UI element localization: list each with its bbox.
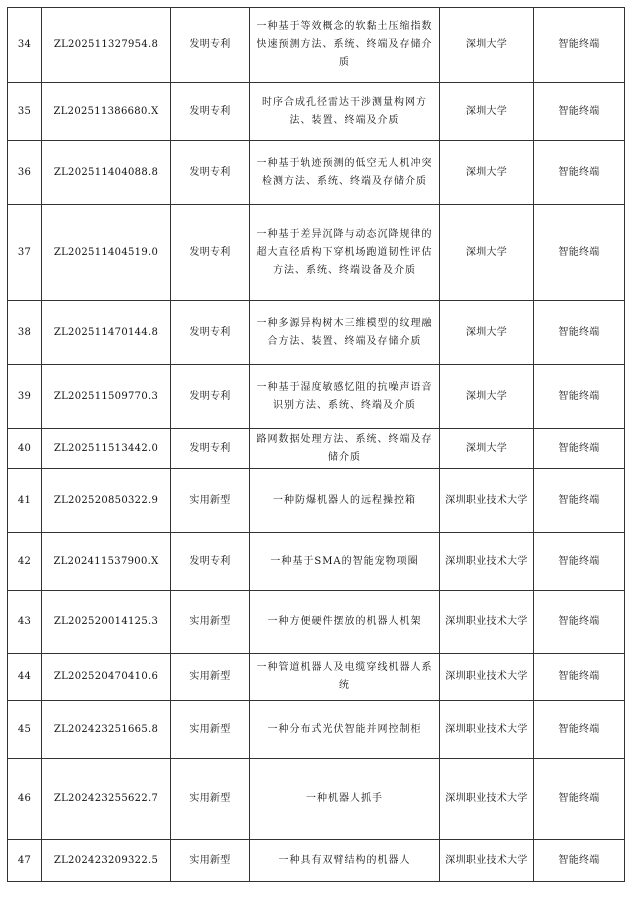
patent-owner: 深圳职业技术大学 [440,469,534,533]
patent-title: 一种防爆机器人的远程操控箱 [250,469,440,533]
row-number: 42 [8,533,42,591]
table-row [8,840,625,882]
patent-owner: 深圳大学 [440,205,534,301]
table-row [8,654,625,701]
patent-owner: 深圳大学 [440,429,534,469]
tech-field: 智能终端 [534,205,625,301]
row-number: 37 [8,205,42,301]
patent-title: 路网数据处理方法、系统、终端及存储介质 [250,429,440,469]
patent-title: 一种具有双臂结构的机器人 [250,840,440,882]
table-row [8,533,625,591]
tech-field: 智能终端 [534,533,625,591]
table-row [8,429,625,469]
patent-owner: 深圳职业技术大学 [440,759,534,840]
patent-title: 一种分布式光伏智能并网控制柜 [250,701,440,759]
patent-type: 实用新型 [171,591,250,654]
patent-owner: 深圳职业技术大学 [440,840,534,882]
tech-field: 智能终端 [534,469,625,533]
patent-number: ZL202511327954.8 [42,8,171,83]
row-number: 40 [8,429,42,469]
table-row [8,591,625,654]
patent-type: 发明专利 [171,141,250,205]
table-row [8,141,625,205]
table-row [8,469,625,533]
patent-number: ZL202423251665.8 [42,701,171,759]
patent-type: 实用新型 [171,840,250,882]
patent-owner: 深圳职业技术大学 [440,701,534,759]
table-row [8,759,625,840]
row-number: 44 [8,654,42,701]
patent-title: 一种基于SMA的智能宠物项圈 [250,533,440,591]
patent-title: 一种基于差异沉降与动态沉降规律的超大直径盾构下穿机场跑道韧性评估方法、系统、终端设备及介质 [250,205,440,301]
row-number: 46 [8,759,42,840]
tech-field: 智能终端 [534,429,625,469]
tech-field: 智能终端 [534,701,625,759]
patent-number: ZL202520014125.3 [42,591,171,654]
patent-type: 实用新型 [171,469,250,533]
patent-title: 一种机器人抓手 [250,759,440,840]
patent-number: ZL202511386680.X [42,83,171,141]
row-number: 45 [8,701,42,759]
patent-owner: 深圳大学 [440,83,534,141]
row-number: 35 [8,83,42,141]
patent-type: 实用新型 [171,759,250,840]
tech-field: 智能终端 [534,301,625,365]
patent-type: 发明专利 [171,205,250,301]
tech-field: 智能终端 [534,654,625,701]
tech-field: 智能终端 [534,591,625,654]
patent-table [7,7,625,882]
row-number: 38 [8,301,42,365]
tech-field: 智能终端 [534,759,625,840]
row-number: 47 [8,840,42,882]
patent-owner: 深圳大学 [440,365,534,429]
patent-owner: 深圳大学 [440,8,534,83]
patent-type: 发明专利 [171,301,250,365]
tech-field: 智能终端 [534,365,625,429]
tech-field: 智能终端 [534,8,625,83]
patent-number: ZL202511404088.8 [42,141,171,205]
patent-number: ZL202520850322.9 [42,469,171,533]
patent-title: 一种管道机器人及电缆穿线机器人系统 [250,654,440,701]
tech-field: 智能终端 [534,141,625,205]
patent-number: ZL202520470410.6 [42,654,171,701]
patent-type: 发明专利 [171,83,250,141]
patent-title: 一种多源异构树木三维模型的纹理融合方法、装置、终端及存储介质 [250,301,440,365]
patent-title: 一种基于湿度敏感忆阻的抗噪声语音识别方法、系统、终端及介质 [250,365,440,429]
table-row [8,8,625,83]
table-row [8,701,625,759]
patent-number: ZL202511513442.0 [42,429,171,469]
patent-type: 发明专利 [171,429,250,469]
patent-type: 发明专利 [171,8,250,83]
tech-field: 智能终端 [534,840,625,882]
patent-type: 实用新型 [171,701,250,759]
table-row [8,365,625,429]
row-number: 41 [8,469,42,533]
table-row [8,83,625,141]
patent-owner: 深圳职业技术大学 [440,591,534,654]
patent-owner: 深圳职业技术大学 [440,654,534,701]
patent-title: 一种基于等效概念的软黏土压缩指数快速预测方法、系统、终端及存储介质 [250,8,440,83]
row-number: 36 [8,141,42,205]
patent-type: 发明专利 [171,365,250,429]
patent-table-body [8,8,625,882]
patent-number: ZL202511404519.0 [42,205,171,301]
row-number: 34 [8,8,42,83]
patent-owner: 深圳大学 [440,301,534,365]
patent-title: 一种基于轨迹预测的低空无人机冲突检测方法、系统、终端及存储介质 [250,141,440,205]
patent-number: ZL202411537900.X [42,533,171,591]
patent-type: 发明专利 [171,533,250,591]
patent-title: 一种方便硬件摆放的机器人机架 [250,591,440,654]
patent-number: ZL202511470144.8 [42,301,171,365]
patent-number: ZL202511509770.3 [42,365,171,429]
table-row [8,205,625,301]
row-number: 43 [8,591,42,654]
patent-number: ZL202423209322.5 [42,840,171,882]
patent-type: 实用新型 [171,654,250,701]
table-row [8,301,625,365]
patent-owner: 深圳职业技术大学 [440,533,534,591]
row-number: 39 [8,365,42,429]
patent-number: ZL202423255622.7 [42,759,171,840]
tech-field: 智能终端 [534,83,625,141]
patent-title: 时序合成孔径雷达干涉测量构网方法、装置、终端及介质 [250,83,440,141]
patent-owner: 深圳大学 [440,141,534,205]
